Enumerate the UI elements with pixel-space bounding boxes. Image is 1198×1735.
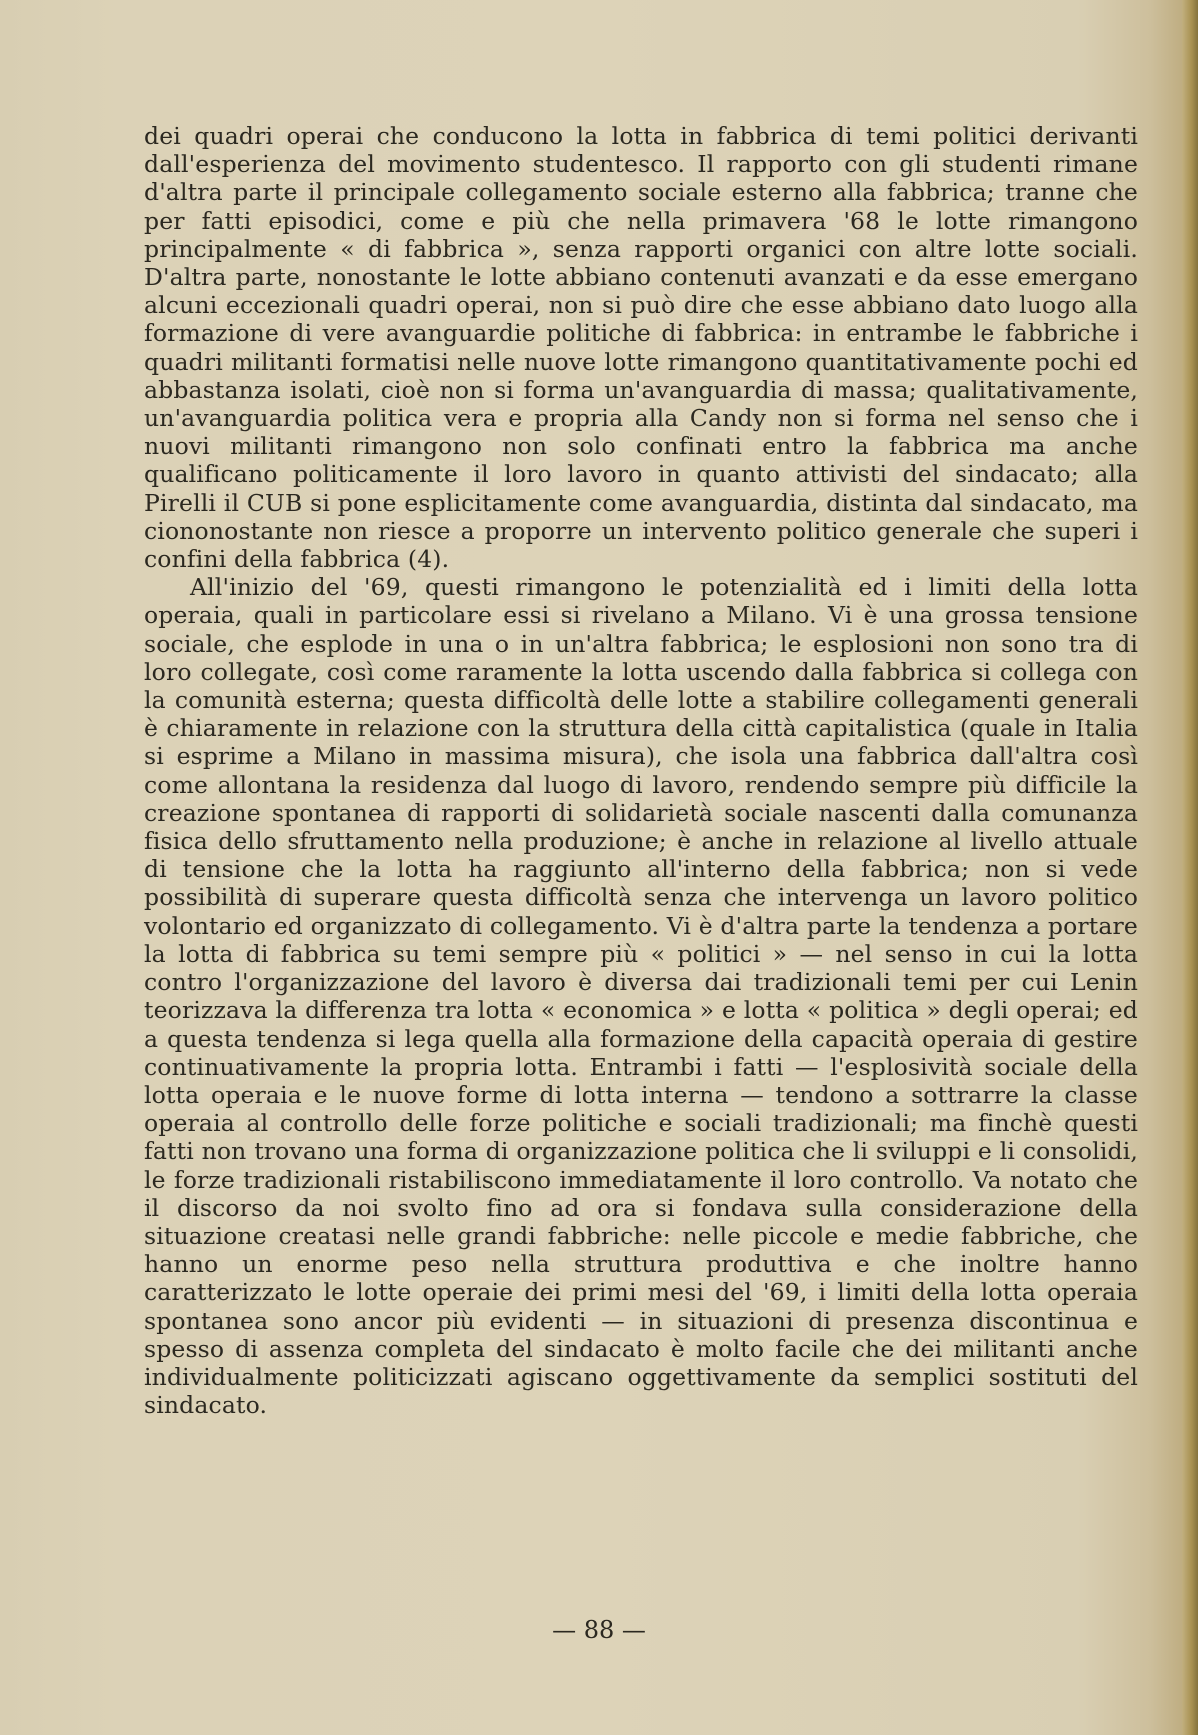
page-edge-shadow bbox=[1182, 0, 1198, 1735]
page-number: — 88 — bbox=[552, 1616, 646, 1644]
body-text bbox=[144, 122, 1138, 1419]
paragraph-1: dei quadri operai che conducono la lotta in fabbrica di temi politici derivanti dall'esperienza del movimento studentesco. Il rapporto con gli studenti rimane d'altra parte il principale collegamento sociale esterno alla fabbrica; tranne che per fatti episodici, come e più che nella primavera '68 le lotte rimangono principalmente « di fabbrica », senza rapporti organici con altre lotte sociali. D'altra parte, nonostante le lotte abbiano contenuti avanzati e da esse emergano alcuni eccezionali quadri operai, non si può dire che esse abbiano dato luogo alla formazione di vere avanguardie politiche di fabbrica: in entrambe le fabbriche i quadri militanti formatisi nelle nuove lotte rimangono quantitativamente pochi ed abbastanza isolati, cioè non si forma un'avanguardia di massa; qualitativamente, un'avanguardia politica vera e propria alla Candy non si forma nel senso che i nuovi militanti rimangono non solo confinati entro la fabbrica ma anche qualificano politicamente il loro lavoro in quanto attivisti del sindacato; alla Pirelli il CUB si pone esplicitamente come avanguardia, distinta dal sindacato, ma ciononostante non riesce a proporre un intervento politico generale che superi i confini della fabbrica (4). bbox=[144, 122, 1138, 574]
paragraph-2: All'inizio del '69, questi rimangono le potenzialità ed i limiti della lotta operaia, quali in particolare essi si rivelano a Milano. Vi è una grossa tensione sociale, che esplode in una o in un'altra fabbrica; le esplosioni non sono tra di loro collegate, così come raramente la lotta uscendo dalla fabbrica si collega con la comunità esterna; questa difficoltà delle lotte a stabilire collegamenti generali è chiaramente in relazione con la struttura della città capitalistica (quale in Italia si esprime a Milano in massima misura), che isola una fabbrica dall'altra così come allontana la residenza dal luogo di lavoro, rendendo sempre più difficile la creazione spontanea di rapporti di solidarietà sociale nascenti dalla comunanza fisica dello sfruttamento nella produzione; è anche in relazione al livello attuale di tensione che la lotta ha raggiunto all'interno della fabbrica; non si vede possibilità di superare questa difficoltà senza che intervenga un lavoro politico volontario ed organizzato di collegamento. Vi è d'altra parte la tendenza a portare la lotta di fabbrica su temi sempre più « politici » — nel senso in cui la lotta contro l'organizzazione del lavoro è diversa dai tradizionali temi per cui Lenin teorizzava la differenza tra lotta « economica » e lotta « politica » degli operai; ed a questa tendenza si lega quella alla formazione della capacità operaia di gestire continuativamente la propria lotta. Entrambi i fatti — l'esplosività sociale della lotta operaia e le nuove forme di lotta interna — tendono a sottrarre la classe operaia al controllo delle forze politiche e sociali tradizionali; ma finchè questi fatti non trovano una forma di organizzazione politica che li sviluppi e li consolidi, le forze tradizionali ristabiliscono immediatamente il loro controllo. Va notato che il discorso da noi svolto fino ad ora si fondava sulla considerazione della situazione creatasi nelle grandi fabbriche: nelle piccole e medie fabbriche, che hanno un enorme peso nella struttura produttiva e che inoltre hanno caratterizzato le lotte operaie dei primi mesi del '69, i limiti della lotta operaia spontanea sono ancor più evidenti — in situazioni di presenza discontinua e spesso di assenza completa del sindacato è molto facile che dei militanti anche individualmente politicizzati agiscano oggettivamente da semplici sostituti del sindacato. bbox=[144, 573, 1138, 1420]
